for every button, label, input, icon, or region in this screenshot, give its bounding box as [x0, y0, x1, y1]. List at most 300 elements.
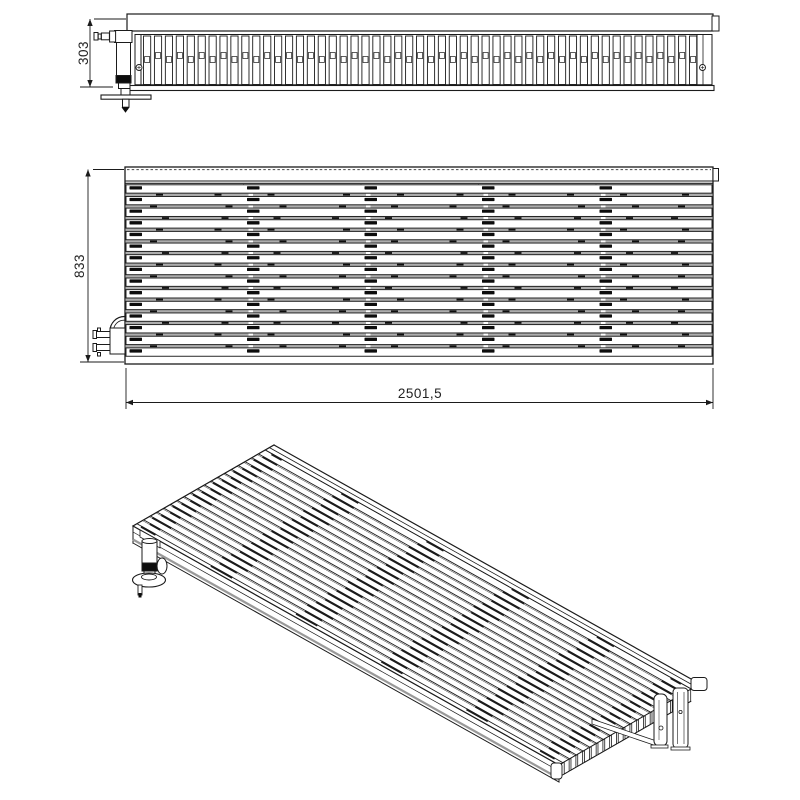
slat	[591, 36, 598, 85]
gap-spacer	[678, 310, 685, 312]
plan-slat	[126, 255, 712, 263]
slat	[198, 36, 205, 85]
fixing-plate	[130, 233, 143, 236]
gap-spacer	[682, 299, 689, 301]
slat-clip	[363, 57, 368, 63]
slat-clip	[669, 57, 674, 63]
gap-clip	[249, 322, 254, 324]
gap-clip	[601, 229, 606, 231]
fixing-plate	[247, 279, 260, 282]
slat-gap	[126, 205, 712, 208]
gap-spacer	[343, 299, 350, 301]
plan-slat	[126, 231, 712, 239]
leg-cylinder	[142, 541, 157, 563]
slat-clip	[210, 57, 215, 63]
gap-clip	[249, 310, 254, 312]
gap-clip	[484, 287, 489, 289]
gap-spacer	[226, 206, 233, 208]
isometric-view	[133, 445, 708, 782]
slat-clip	[156, 53, 161, 59]
gap-spacer	[150, 275, 157, 277]
gap-spacer	[671, 287, 678, 289]
gap-spacer	[457, 299, 464, 301]
fixing-plate	[600, 210, 613, 213]
gap-spacer	[626, 252, 633, 254]
gap-clip	[484, 217, 489, 219]
slat	[285, 36, 292, 85]
gap-clip	[484, 229, 489, 231]
gap-spacer	[226, 345, 233, 347]
gap-spacer	[397, 194, 404, 196]
gap-spacer	[397, 264, 404, 266]
gap-clip	[366, 322, 371, 324]
leg-lower	[119, 83, 131, 89]
fixing-plate	[365, 291, 378, 294]
fixing-plate	[130, 279, 143, 282]
post-bolt	[659, 726, 663, 730]
gap-spacer	[150, 206, 157, 208]
fixing-plate	[130, 268, 143, 271]
slat-clip	[592, 53, 597, 59]
fixing-plate	[247, 210, 260, 213]
gap-spacer	[156, 229, 163, 231]
gap-spacer	[678, 345, 685, 347]
gap-spacer	[461, 217, 468, 219]
gap-clip	[249, 334, 254, 336]
dimension-arrow	[87, 80, 92, 87]
gap-clip	[601, 334, 606, 336]
gap-spacer	[343, 264, 350, 266]
fixing-plate	[130, 349, 143, 352]
fixing-plate	[365, 233, 378, 236]
gap-spacer	[162, 217, 169, 219]
gap-spacer	[332, 252, 339, 254]
valve-nozzle-cap	[93, 331, 97, 339]
gap-spacer	[515, 287, 522, 289]
fixing-plate	[482, 256, 495, 259]
gap-spacer	[274, 252, 281, 254]
gap-spacer	[150, 345, 157, 347]
plan-slat	[126, 301, 712, 309]
gap-spacer	[578, 310, 585, 312]
fixing-plate	[365, 349, 378, 352]
gap-spacer	[682, 334, 689, 336]
plan-slat	[126, 325, 712, 333]
gap-spacer	[222, 322, 229, 324]
gap-spacer	[222, 217, 229, 219]
slat-clip	[374, 53, 379, 59]
fixing-plate	[600, 221, 613, 224]
left-end-post	[135, 35, 141, 86]
slat-clip	[691, 57, 696, 63]
rail-end-cap	[691, 678, 707, 691]
slat-gap	[126, 345, 712, 348]
gap-spacer	[509, 229, 516, 231]
fixing-plate	[247, 268, 260, 271]
fixing-plate	[600, 233, 613, 236]
gap-clip	[484, 299, 489, 301]
slat	[329, 36, 336, 85]
valve-link	[110, 31, 116, 42]
gap-spacer	[682, 229, 689, 231]
plan-slat	[126, 243, 712, 251]
gap-spacer	[461, 287, 468, 289]
fixing-plate	[482, 268, 495, 271]
fixing-plate	[482, 244, 495, 247]
slat-clip	[483, 53, 488, 59]
gap-spacer	[156, 299, 163, 301]
gap-spacer	[515, 322, 522, 324]
plan-slat	[126, 185, 712, 193]
slat	[657, 36, 664, 85]
slat-clip	[516, 57, 521, 63]
gap-spacer	[515, 252, 522, 254]
slat-clip	[636, 53, 641, 59]
gap-spacer	[632, 240, 639, 242]
dimension-arrow	[126, 400, 133, 405]
fixing-plate	[365, 210, 378, 213]
gap-spacer	[215, 229, 222, 231]
plan-slat	[126, 266, 712, 274]
gap-clip	[249, 299, 254, 301]
slat	[307, 36, 314, 85]
slat	[460, 36, 467, 85]
gap-spacer	[503, 240, 510, 242]
fixing-plate	[482, 338, 495, 341]
gap-spacer	[503, 345, 510, 347]
fixing-plate	[130, 314, 143, 317]
gap-spacer	[156, 334, 163, 336]
slat-clip	[603, 57, 608, 63]
gap-spacer	[678, 240, 685, 242]
gap-spacer	[626, 287, 633, 289]
slat-gap	[126, 240, 712, 243]
fixing-plate	[482, 198, 495, 201]
fixing-plate	[482, 291, 495, 294]
gap-spacer	[509, 299, 516, 301]
fixing-plate	[247, 338, 260, 341]
gap-spacer	[457, 194, 464, 196]
fixing-plate	[247, 326, 260, 329]
leg-stem	[121, 89, 130, 96]
valve-nozzle	[96, 345, 110, 351]
gap-clip	[601, 217, 606, 219]
slat-clip	[407, 57, 412, 63]
slat-clip	[177, 53, 182, 59]
fixing-plate	[130, 291, 143, 294]
fixing-plate	[600, 186, 613, 189]
gap-spacer	[339, 345, 346, 347]
valve-pin	[98, 353, 101, 357]
gap-spacer	[150, 310, 157, 312]
gap-spacer	[268, 264, 275, 266]
valve-ring	[98, 34, 101, 39]
gap-spacer	[162, 322, 169, 324]
gap-spacer	[150, 240, 157, 242]
slat-clip	[494, 57, 499, 63]
gap-spacer	[268, 334, 275, 336]
gap-spacer	[397, 229, 404, 231]
gap-clip	[601, 345, 606, 347]
slat-clip	[396, 53, 401, 59]
plan-end-cap	[713, 169, 719, 182]
slat	[351, 36, 358, 85]
gap-spacer	[461, 252, 468, 254]
gap-clip	[249, 194, 254, 196]
gap-clip	[249, 229, 254, 231]
gap-spacer	[274, 322, 281, 324]
fixing-plate	[247, 186, 260, 189]
gap-spacer	[222, 252, 229, 254]
gap-spacer	[332, 217, 339, 219]
gap-spacer	[503, 310, 510, 312]
top-rail-end-cap	[712, 16, 719, 31]
plan-slat	[126, 278, 712, 286]
dimension-arrow	[85, 170, 90, 177]
leg-hook	[157, 558, 167, 574]
gap-spacer	[509, 264, 516, 266]
gap-spacer	[339, 275, 346, 277]
slat	[242, 36, 249, 85]
gap-spacer	[450, 275, 457, 277]
slat-gap	[126, 310, 712, 313]
gap-clip	[366, 345, 371, 347]
slat	[548, 36, 555, 85]
gap-clip	[249, 275, 254, 277]
slat-clip	[658, 53, 663, 59]
slat-clip	[505, 53, 510, 59]
gap-spacer	[391, 240, 398, 242]
plan-slat	[126, 313, 712, 321]
gap-spacer	[391, 310, 398, 312]
fixing-plate	[130, 338, 143, 341]
dimension-arrow	[87, 19, 92, 26]
front-rail-cap	[551, 763, 562, 779]
gap-spacer	[450, 345, 457, 347]
gap-spacer	[578, 206, 585, 208]
gap-spacer	[620, 229, 627, 231]
gap-spacer	[620, 334, 627, 336]
gap-spacer	[343, 229, 350, 231]
slat-clip	[265, 53, 270, 59]
gap-spacer	[280, 345, 287, 347]
leg-band	[142, 563, 157, 571]
gap-spacer	[162, 287, 169, 289]
slat-gap	[126, 321, 712, 324]
slat-clip	[472, 57, 477, 63]
gap-clip	[484, 310, 489, 312]
fixing-plate	[365, 256, 378, 259]
slat-clip	[581, 57, 586, 63]
slat-clip	[527, 53, 532, 59]
gap-spacer	[391, 206, 398, 208]
fixing-plate	[130, 221, 143, 224]
slat-clip	[352, 53, 357, 59]
slat-clip	[221, 53, 226, 59]
gap-clip	[366, 264, 371, 266]
gap-clip	[484, 345, 489, 347]
plan-slat	[126, 208, 712, 216]
dimension-arrow	[706, 400, 713, 405]
fixing-plate	[130, 210, 143, 213]
gap-clip	[249, 345, 254, 347]
slat-clip	[647, 57, 652, 63]
gap-spacer	[574, 252, 581, 254]
fixing-plate	[130, 198, 143, 201]
gap-spacer	[268, 229, 275, 231]
gap-clip	[249, 205, 254, 207]
fixing-plate	[365, 279, 378, 282]
fixing-plate	[365, 314, 378, 317]
plan-view	[80, 167, 719, 409]
gap-spacer	[385, 217, 392, 219]
side-elevation-dimension	[76, 41, 91, 65]
gap-spacer	[274, 217, 281, 219]
gap-spacer	[226, 310, 233, 312]
gap-spacer	[391, 275, 398, 277]
gap-spacer	[567, 264, 574, 266]
gap-spacer	[567, 194, 574, 196]
slat	[154, 36, 161, 85]
vent-valve	[94, 31, 116, 42]
gap-spacer	[509, 334, 516, 336]
gap-clip	[249, 252, 254, 254]
fixing-plate	[365, 268, 378, 271]
gap-spacer	[620, 194, 627, 196]
gap-clip	[249, 217, 254, 219]
slat-clip	[287, 53, 292, 59]
gap-spacer	[385, 287, 392, 289]
fixing-plate	[365, 303, 378, 306]
gap-spacer	[385, 252, 392, 254]
fixing-plate	[365, 198, 378, 201]
fixing-plate	[247, 233, 260, 236]
slat-gap	[126, 251, 712, 254]
gap-spacer	[339, 206, 346, 208]
slat-clip	[439, 53, 444, 59]
leg-bolt-tip	[122, 107, 130, 113]
slat-clip	[341, 57, 346, 63]
gap-spacer	[678, 275, 685, 277]
gap-spacer	[574, 217, 581, 219]
slat-clip	[199, 53, 204, 59]
end-post-back	[673, 688, 688, 748]
gap-clip	[366, 287, 371, 289]
gap-spacer	[578, 240, 585, 242]
valve-nozzle-cap	[93, 344, 97, 352]
fixing-plate	[130, 256, 143, 259]
fixing-plate	[600, 314, 613, 317]
gap-clip	[601, 240, 606, 242]
gap-clip	[366, 229, 371, 231]
end-post-front	[654, 694, 667, 746]
gap-spacer	[682, 264, 689, 266]
fixing-plate	[600, 198, 613, 201]
gap-clip	[249, 264, 254, 266]
gap-clip	[249, 287, 254, 289]
fixing-plate	[600, 326, 613, 329]
gap-spacer	[215, 299, 222, 301]
fixing-plate	[365, 326, 378, 329]
gap-spacer	[632, 206, 639, 208]
post-foot	[671, 747, 690, 750]
gap-spacer	[632, 345, 639, 347]
fixing-plate	[482, 210, 495, 213]
gap-clip	[601, 299, 606, 301]
gap-spacer	[509, 194, 516, 196]
gap-spacer	[215, 194, 222, 196]
slat	[482, 36, 489, 85]
gap-clip	[601, 252, 606, 254]
gap-spacer	[620, 264, 627, 266]
gap-spacer	[226, 240, 233, 242]
slat	[569, 36, 576, 85]
slat	[417, 36, 424, 85]
leg-base-flange	[101, 95, 151, 99]
slat	[504, 36, 511, 85]
fixing-plate	[130, 186, 143, 189]
fixing-plate	[482, 326, 495, 329]
fixing-plate	[600, 268, 613, 271]
right-end-post	[697, 35, 712, 86]
plan-slat	[126, 348, 712, 356]
gap-clip	[601, 264, 606, 266]
slat-clip	[429, 57, 434, 63]
valve-bracket	[110, 328, 125, 354]
gap-spacer	[343, 334, 350, 336]
gap-spacer	[671, 217, 678, 219]
slat-clip	[254, 57, 259, 63]
gap-clip	[366, 252, 371, 254]
gap-spacer	[671, 322, 678, 324]
slat	[635, 36, 642, 85]
plan-slat	[126, 220, 712, 228]
fixing-plate	[365, 221, 378, 224]
dimension-height-label: 303	[76, 40, 91, 66]
gap-clip	[601, 287, 606, 289]
dimension-depth-label: 833	[72, 253, 87, 279]
fixing-plate	[482, 233, 495, 236]
gap-spacer	[397, 299, 404, 301]
dimension-length-label: 2501,5	[397, 386, 443, 401]
plan-slat	[126, 336, 712, 344]
slat-gap	[126, 275, 712, 278]
vent-valve	[93, 317, 127, 357]
slat	[395, 36, 402, 85]
fixing-plate	[482, 314, 495, 317]
gap-spacer	[162, 252, 169, 254]
gap-clip	[484, 194, 489, 196]
gap-clip	[484, 322, 489, 324]
gap-spacer	[461, 322, 468, 324]
valve-pin	[98, 328, 101, 332]
fixing-plate	[482, 279, 495, 282]
slat-clip	[319, 57, 324, 63]
gap-spacer	[280, 240, 287, 242]
gap-spacer	[274, 287, 281, 289]
gap-spacer	[632, 310, 639, 312]
gap-spacer	[457, 264, 464, 266]
gap-spacer	[503, 206, 510, 208]
dimension-arrow	[85, 355, 90, 362]
gap-spacer	[268, 194, 275, 196]
gap-clip	[366, 334, 371, 336]
slat	[526, 36, 533, 85]
gap-spacer	[671, 252, 678, 254]
gap-clip	[366, 194, 371, 196]
valve-nozzle	[96, 332, 110, 338]
fixing-plate	[482, 221, 495, 224]
